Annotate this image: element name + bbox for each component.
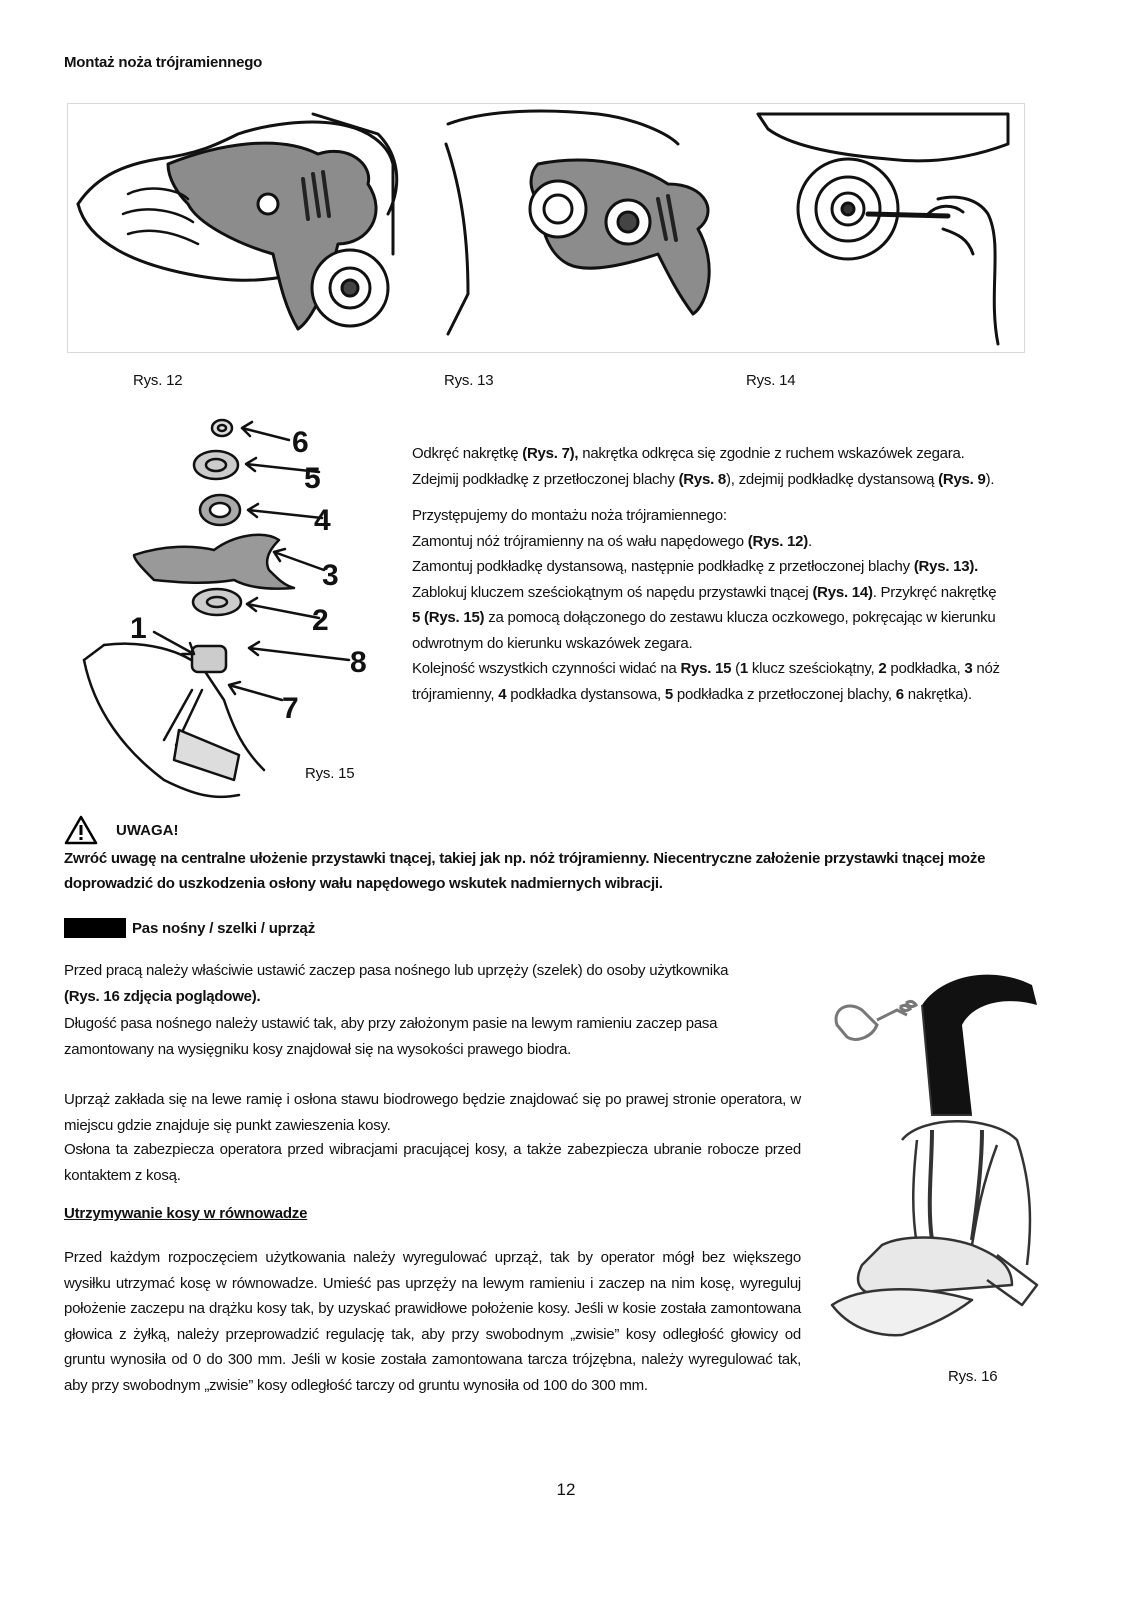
label-2: 2 [312, 604, 329, 637]
label-8: 8 [350, 646, 367, 679]
section-number-bar [64, 918, 126, 938]
figure-strip-rys-12-14 [67, 103, 1025, 353]
page-heading: Montaż noża trójramiennego [64, 54, 263, 71]
subsection-title-balance: Utrzymywanie kosy w równowadze [64, 1205, 308, 1222]
warning-header [64, 815, 1074, 845]
section-title: Pas nośny / szelki / uprząż [132, 919, 316, 937]
instruction-line: 5 (Rys. 15) za pomocą dołączonego do zestawu klucza oczkowego, pokręcając w kierunku [412, 609, 996, 626]
instruction-line: odwrotnym do kierunku wskazówek zegara. [412, 634, 693, 652]
instruction-line: Zamontuj podkładkę dystansową, następnie podkładkę z przetłoczonej blachy (Rys. 13). [412, 558, 979, 575]
caption-rys-15: Rys. 15 [305, 765, 355, 782]
instruction-line: trójramienny, 4 podkładka dystansowa, 5 podkładka z przetłoczonej blachy, 6 nakrętka). [412, 685, 972, 703]
instruction-line: Zamontuj nóż trójramienny na oś wału napędowego (Rys. 12). [412, 532, 812, 550]
instruction-line: Kolejność wszystkich czynności widać na Rys. 15 (1 klucz sześciokątny, 2 podkładka, 3 nóż [412, 660, 1000, 677]
instruction-line: Przystępujemy do montażu noża trójramiennego: [412, 507, 727, 524]
label-5: 5 [304, 462, 321, 495]
warning-triangle-icon [64, 815, 98, 845]
harness-text-block [64, 958, 804, 1009]
label-7: 7 [282, 692, 299, 725]
label-1: 1 [130, 612, 147, 645]
instruction-line: Zablokuj kluczem sześciokątnym oś napędu przystawki tnącej (Rys. 14). Przykręć nakrętkę [412, 583, 997, 601]
caption-rys-12: Rys. 12 [133, 372, 183, 389]
caption-rys-16: Rys. 16 [948, 1368, 998, 1385]
figure-rys-16 [822, 965, 1054, 1355]
balance-paragraph: Przed każdym rozpoczęciem użytkowania należy wyregulować uprząż, tak by operator mógł bez większego wysiłku utrzymać kosę w równowadze. Umieść pas uprzęży na lewym ramieniu i zaczep na nim kosę, wyreguluj położenie zaczepu na drążku kosy tak, by uzyskać prawidłowe położenie kosy. Jeśli w kosie została zamontowana głowica z żyłką, należy przeprowadzić regulację tak, aby przy swobodnym „zwisie” kosy odległość głowicy od gruntu wynosiła od 0 do 300 mm. Jeśli w kosie została zamontowana tarcza trójzębna, należy wyregulować tak, aby przy swobodnym „zwisie” kosy odległość tarczy od gruntu wynosiła od 100 do 300 mm. [64, 1249, 801, 1394]
harness-photo [822, 965, 1054, 1355]
warning-block [64, 815, 1074, 896]
instruction-line: Zdejmij podkładkę z przetłoczonej blachy (Rys. 8), zdejmij podkładkę dystansową (Rys. 9). [412, 470, 995, 488]
page-number: 12 [556, 1480, 576, 1499]
illustration-blade-mounting [68, 104, 1025, 353]
caption-rys-13: Rys. 13 [444, 372, 494, 389]
exploded-assembly-diagram [64, 410, 394, 805]
instruction-line: Odkręć nakrętkę (Rys. 7), nakrętka odkręca się zgodnie z ruchem wskazówek zegara. [412, 445, 965, 462]
harness-paragraph-3: Uprząż zakłada się na lewe ramię i osłona stawu biodrowego będzie znajdować się po prawej stronie operatora, w miejscu gdzie znajduje się punkt zawieszenia kosy. [64, 1091, 801, 1134]
harness-paragraph-4: Osłona ta zabezpiecza operatora przed wibracjami pracującej kosy, a także zabezpiecza ubranie robocze przed kontaktem z kosą. [64, 1141, 801, 1184]
harness-paragraph-2: Długość pasa nośnego należy ustawić tak, aby przy założonym pasie na lewym ramieniu zaczep pasa zamontowany na wysięgniku kosy znajdował się na wysokości prawego biodra. [64, 1015, 718, 1058]
label-4: 4 [314, 504, 331, 537]
section-heading [64, 917, 315, 939]
figure-rys-15 [64, 410, 394, 805]
label-6: 6 [292, 426, 309, 459]
label-3: 3 [322, 559, 339, 592]
instructions-block [412, 441, 1072, 707]
warning-title: UWAGA! [116, 821, 179, 839]
harness-paragraph-1: Przed pracą należy właściwie ustawić zaczep pasa nośnego lub uprzęży (szelek) do osoby użytkownika [64, 962, 729, 979]
harness-paragraph-1-ref: (Rys. 16 zdjęcia poglądowe). [64, 987, 261, 1005]
caption-rys-14: Rys. 14 [746, 372, 796, 389]
warning-text: Zwróć uwagę na centralne ułożenie przystawki tnącej, takiej jak np. nóż trójramienny. Niecentryczne założenie przystawki tnącej może doprowadzić do uszkodzenia osłony wału napędowego wskutek nadmiernych wibracji. [64, 850, 986, 892]
